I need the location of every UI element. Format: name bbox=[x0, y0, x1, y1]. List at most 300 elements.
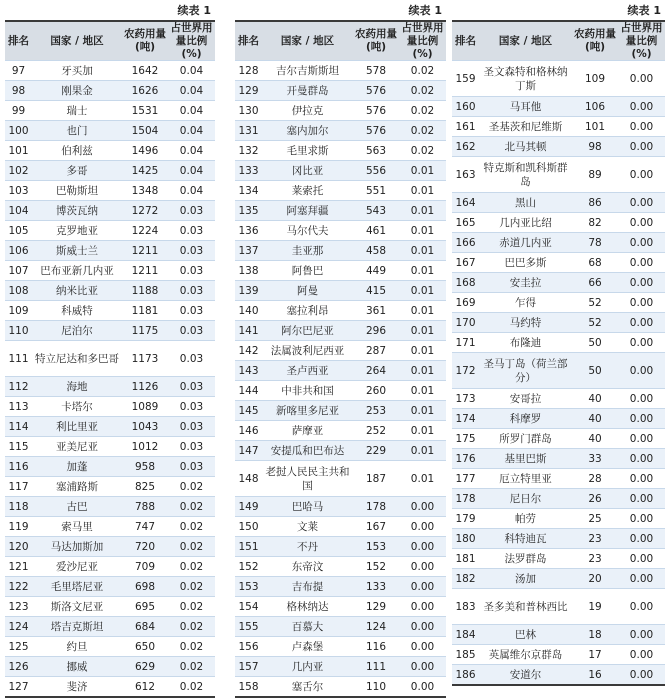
usage-cell: 1188 bbox=[131, 284, 159, 297]
rank-cell: 98 bbox=[11, 84, 26, 97]
usage-cell: 116 bbox=[365, 640, 387, 653]
usage-cell: 1272 bbox=[131, 204, 159, 217]
rank-cell: 131 bbox=[238, 124, 259, 137]
table-row bbox=[452, 528, 665, 548]
country-cell: 巴林 bbox=[515, 628, 536, 641]
share-cell: 0.02 bbox=[179, 480, 204, 493]
rank-cell: 128 bbox=[238, 64, 259, 77]
rank-cell: 100 bbox=[8, 124, 29, 137]
share-cell: 0.02 bbox=[179, 680, 204, 693]
usage-cell: 25 bbox=[588, 512, 602, 525]
usage-cell: 264 bbox=[365, 364, 387, 377]
table-row bbox=[5, 516, 215, 536]
country-cell: 巴巴多斯 bbox=[504, 256, 547, 269]
table-row bbox=[5, 396, 215, 416]
table-row bbox=[235, 460, 446, 496]
rank-cell: 153 bbox=[238, 580, 259, 593]
share-cell: 0.00 bbox=[629, 364, 654, 377]
country-cell: 毛里求斯 bbox=[286, 144, 329, 157]
country-cell: 毛里塔尼亚 bbox=[50, 580, 104, 593]
rank-cell: 164 bbox=[455, 196, 476, 209]
table-row bbox=[452, 508, 665, 528]
table-row bbox=[452, 568, 665, 588]
usage-cell: 1043 bbox=[131, 420, 159, 433]
share-cell: 0.00 bbox=[629, 276, 654, 289]
continued-label: 续表 1 bbox=[177, 4, 211, 17]
table-row bbox=[235, 596, 446, 616]
country-cell: 也门 bbox=[66, 124, 88, 137]
rank-cell: 115 bbox=[8, 440, 29, 453]
rank-cell: 169 bbox=[455, 296, 476, 309]
usage-cell: 1504 bbox=[131, 124, 159, 137]
country-cell: 萨摩亚 bbox=[291, 424, 324, 437]
table-row bbox=[235, 360, 446, 380]
share-cell: 0.00 bbox=[629, 296, 654, 309]
share-cell: 0.02 bbox=[179, 540, 204, 553]
share-cell: 0.04 bbox=[179, 84, 204, 97]
usage-cell: 86 bbox=[588, 196, 602, 209]
share-cell: 0.03 bbox=[179, 284, 204, 297]
rank-cell: 126 bbox=[8, 660, 29, 673]
usage-cell: 124 bbox=[365, 620, 387, 633]
rank-cell: 140 bbox=[238, 304, 259, 317]
share-cell: 0.01 bbox=[410, 244, 435, 257]
share-cell: 0.01 bbox=[410, 164, 435, 177]
share-cell: 0.01 bbox=[410, 224, 435, 237]
table-row bbox=[235, 320, 446, 340]
table-row bbox=[5, 496, 215, 516]
table-row bbox=[5, 636, 215, 656]
table-row bbox=[452, 352, 665, 388]
table-row bbox=[5, 200, 215, 220]
table-row bbox=[5, 456, 215, 476]
usage-cell: 178 bbox=[365, 500, 387, 513]
country-cell: 海地 bbox=[66, 380, 88, 393]
header-rank: 排名 bbox=[8, 34, 29, 47]
data-table bbox=[5, 20, 215, 698]
share-cell: 0.01 bbox=[410, 364, 435, 377]
country-cell: 黑山 bbox=[515, 196, 536, 209]
header-country: 国家 / 地区 bbox=[498, 34, 553, 47]
share-cell: 0.01 bbox=[410, 284, 435, 297]
table-row bbox=[452, 156, 665, 192]
rank-cell: 105 bbox=[8, 224, 29, 237]
country-cell: 老挝人民民主共和国 bbox=[265, 465, 350, 492]
header-rank: 排名 bbox=[238, 34, 259, 47]
header-rank: 排名 bbox=[455, 34, 476, 47]
share-cell: 0.01 bbox=[410, 304, 435, 317]
rank-cell: 159 bbox=[455, 72, 476, 85]
share-cell: 0.01 bbox=[410, 184, 435, 197]
table-row bbox=[5, 120, 215, 140]
rank-cell: 113 bbox=[8, 400, 29, 413]
usage-cell: 33 bbox=[588, 452, 602, 465]
rank-cell: 97 bbox=[11, 64, 26, 77]
table-header bbox=[235, 22, 446, 60]
usage-cell: 23 bbox=[588, 552, 602, 565]
rank-cell: 134 bbox=[238, 184, 259, 197]
table-row bbox=[5, 536, 215, 556]
table-row bbox=[235, 120, 446, 140]
share-cell: 0.03 bbox=[179, 440, 204, 453]
data-table bbox=[452, 20, 665, 686]
share-cell: 0.01 bbox=[410, 344, 435, 357]
rank-cell: 185 bbox=[455, 648, 476, 661]
share-cell: 0.02 bbox=[179, 660, 204, 673]
share-cell: 0.02 bbox=[179, 620, 204, 633]
rank-cell: 148 bbox=[238, 472, 259, 485]
share-cell: 0.04 bbox=[179, 124, 204, 137]
table-row bbox=[5, 436, 215, 456]
share-cell: 0.02 bbox=[410, 84, 435, 97]
share-cell: 0.00 bbox=[410, 600, 435, 613]
country-cell: 多哥 bbox=[66, 164, 88, 177]
rank-cell: 181 bbox=[455, 552, 476, 565]
country-cell: 厄立特里亚 bbox=[499, 472, 552, 485]
share-cell: 0.00 bbox=[410, 500, 435, 513]
share-cell: 0.00 bbox=[629, 316, 654, 329]
share-cell: 0.00 bbox=[629, 532, 654, 545]
table-row bbox=[5, 376, 215, 396]
country-cell: 百慕大 bbox=[291, 620, 324, 633]
usage-cell: 1012 bbox=[131, 440, 159, 453]
rank-cell: 161 bbox=[455, 120, 476, 133]
table-row bbox=[235, 636, 446, 656]
rank-cell: 144 bbox=[238, 384, 259, 397]
usage-cell: 629 bbox=[134, 660, 156, 673]
usage-cell: 958 bbox=[134, 460, 156, 473]
country-cell: 卡塔尔 bbox=[61, 400, 93, 413]
usage-cell: 1642 bbox=[131, 64, 159, 77]
share-cell: 0.00 bbox=[629, 236, 654, 249]
country-cell: 文莱 bbox=[297, 520, 318, 533]
rank-cell: 157 bbox=[238, 660, 259, 673]
country-cell: 阿塞拜疆 bbox=[286, 204, 329, 217]
rank-cell: 149 bbox=[238, 500, 259, 513]
usage-cell: 1173 bbox=[131, 352, 159, 365]
rank-cell: 109 bbox=[8, 304, 29, 317]
usage-cell: 40 bbox=[588, 412, 602, 425]
table-row bbox=[452, 60, 665, 96]
country-cell: 利比里亚 bbox=[56, 420, 98, 433]
usage-cell: 458 bbox=[365, 244, 387, 257]
share-cell: 0.00 bbox=[410, 520, 435, 533]
rank-cell: 162 bbox=[455, 140, 476, 153]
table-row bbox=[235, 556, 446, 576]
table-row bbox=[5, 260, 215, 280]
country-cell: 几内亚 bbox=[291, 660, 324, 673]
header-usage: 农药用量(吨) bbox=[355, 28, 397, 53]
rank-cell: 174 bbox=[455, 412, 476, 425]
rank-cell: 124 bbox=[8, 620, 29, 633]
country-cell: 斐济 bbox=[66, 680, 88, 693]
country-cell: 安道尔 bbox=[509, 668, 542, 681]
share-cell: 0.00 bbox=[629, 120, 654, 133]
country-cell: 新喀里多尼亚 bbox=[276, 404, 339, 417]
table-row bbox=[235, 300, 446, 320]
rank-cell: 147 bbox=[238, 444, 259, 457]
table-row bbox=[235, 576, 446, 596]
table-row bbox=[235, 260, 446, 280]
usage-cell: 1348 bbox=[131, 184, 159, 197]
share-cell: 0.00 bbox=[629, 140, 654, 153]
share-cell: 0.02 bbox=[410, 124, 435, 137]
share-cell: 0.00 bbox=[629, 492, 654, 505]
country-cell: 加蓬 bbox=[66, 460, 88, 473]
usage-cell: 28 bbox=[588, 472, 602, 485]
usage-cell: 1211 bbox=[131, 244, 159, 257]
share-cell: 0.00 bbox=[629, 168, 654, 181]
rank-cell: 120 bbox=[8, 540, 29, 553]
usage-cell: 253 bbox=[365, 404, 387, 417]
usage-cell: 101 bbox=[584, 120, 606, 133]
usage-cell: 98 bbox=[588, 140, 602, 153]
table-row bbox=[452, 272, 665, 292]
rank-cell: 138 bbox=[238, 264, 259, 277]
rank-cell: 145 bbox=[238, 404, 259, 417]
table-row bbox=[452, 212, 665, 232]
country-cell: 几内亚比绍 bbox=[499, 216, 552, 229]
usage-cell: 1224 bbox=[131, 224, 159, 237]
rank-cell: 170 bbox=[455, 316, 476, 329]
share-cell: 0.03 bbox=[179, 460, 204, 473]
table-row bbox=[235, 220, 446, 240]
share-cell: 0.00 bbox=[410, 660, 435, 673]
header-country: 国家 / 地区 bbox=[280, 34, 335, 47]
share-cell: 0.02 bbox=[179, 520, 204, 533]
share-cell: 0.03 bbox=[179, 204, 204, 217]
continued-label: 续表 1 bbox=[627, 4, 661, 17]
country-cell: 斯威士兰 bbox=[56, 244, 98, 257]
usage-cell: 109 bbox=[584, 72, 606, 85]
country-cell: 瑞士 bbox=[66, 104, 88, 117]
country-cell: 圣卢西亚 bbox=[286, 364, 329, 377]
rank-cell: 143 bbox=[238, 364, 259, 377]
rank-cell: 99 bbox=[11, 104, 26, 117]
country-cell: 爱沙尼亚 bbox=[56, 560, 98, 573]
usage-cell: 1531 bbox=[131, 104, 159, 117]
usage-cell: 26 bbox=[588, 492, 602, 505]
country-cell: 塞舌尔 bbox=[291, 680, 324, 693]
rank-cell: 114 bbox=[8, 420, 29, 433]
country-cell: 阿尔巴尼亚 bbox=[281, 324, 334, 337]
country-cell: 巴哈马 bbox=[291, 500, 324, 513]
share-cell: 0.02 bbox=[179, 640, 204, 653]
usage-cell: 1211 bbox=[131, 264, 159, 277]
usage-cell: 18 bbox=[588, 628, 602, 641]
table-header bbox=[5, 22, 215, 60]
rank-cell: 122 bbox=[8, 580, 29, 593]
table-row bbox=[5, 220, 215, 240]
rank-cell: 117 bbox=[8, 480, 29, 493]
country-cell: 挪威 bbox=[66, 660, 88, 673]
country-cell: 阿曼 bbox=[297, 284, 318, 297]
usage-cell: 23 bbox=[588, 532, 602, 545]
table-row bbox=[5, 140, 215, 160]
usage-cell: 52 bbox=[588, 296, 602, 309]
country-cell: 特克斯和凯科斯群岛 bbox=[483, 161, 568, 188]
country-cell: 英属维尔京群岛 bbox=[488, 648, 563, 661]
rank-cell: 118 bbox=[8, 500, 29, 513]
rank-cell: 151 bbox=[238, 540, 259, 553]
country-cell: 开曼群岛 bbox=[286, 84, 329, 97]
share-cell: 0.02 bbox=[410, 64, 435, 77]
table-row bbox=[452, 136, 665, 156]
share-cell: 0.01 bbox=[410, 384, 435, 397]
rank-cell: 106 bbox=[8, 244, 29, 257]
share-cell: 0.00 bbox=[629, 600, 654, 613]
country-cell: 帕劳 bbox=[515, 512, 536, 525]
table-body bbox=[452, 60, 665, 684]
table-column-3 bbox=[452, 0, 665, 686]
share-cell: 0.00 bbox=[629, 336, 654, 349]
share-cell: 0.02 bbox=[179, 580, 204, 593]
usage-cell: 296 bbox=[365, 324, 387, 337]
table-row bbox=[452, 116, 665, 136]
share-cell: 0.04 bbox=[179, 164, 204, 177]
table-row bbox=[5, 656, 215, 676]
country-cell: 吉布提 bbox=[291, 580, 324, 593]
table-row bbox=[235, 280, 446, 300]
country-cell: 科摩罗 bbox=[509, 412, 542, 425]
share-cell: 0.00 bbox=[629, 552, 654, 565]
country-cell: 马达加斯加 bbox=[50, 540, 104, 553]
rank-cell: 108 bbox=[8, 284, 29, 297]
country-cell: 法罗群岛 bbox=[504, 552, 547, 565]
usage-cell: 543 bbox=[365, 204, 387, 217]
share-cell: 0.00 bbox=[410, 680, 435, 693]
header-usage: 农药用量(吨) bbox=[574, 28, 616, 53]
table-row bbox=[5, 240, 215, 260]
usage-cell: 563 bbox=[365, 144, 387, 157]
rank-cell: 175 bbox=[455, 432, 476, 445]
country-cell: 刚果金 bbox=[61, 84, 93, 97]
table-row bbox=[5, 60, 215, 80]
country-cell: 伊拉克 bbox=[291, 104, 324, 117]
share-cell: 0.00 bbox=[629, 216, 654, 229]
rank-cell: 154 bbox=[238, 600, 259, 613]
table-row bbox=[5, 556, 215, 576]
usage-cell: 1425 bbox=[131, 164, 159, 177]
rank-cell: 178 bbox=[455, 492, 476, 505]
country-cell: 阿鲁巴 bbox=[291, 264, 324, 277]
country-cell: 圣文森特和格林纳丁斯 bbox=[483, 65, 568, 92]
rank-cell: 155 bbox=[238, 620, 259, 633]
country-cell: 尼泊尔 bbox=[61, 324, 93, 337]
usage-cell: 252 bbox=[365, 424, 387, 437]
rank-cell: 142 bbox=[238, 344, 259, 357]
share-cell: 0.00 bbox=[410, 580, 435, 593]
share-cell: 0.00 bbox=[629, 512, 654, 525]
usage-cell: 650 bbox=[134, 640, 156, 653]
usage-cell: 747 bbox=[134, 520, 156, 533]
usage-cell: 551 bbox=[365, 184, 387, 197]
table-row bbox=[5, 616, 215, 636]
rank-cell: 119 bbox=[8, 520, 29, 533]
table-row bbox=[5, 676, 215, 696]
usage-cell: 153 bbox=[365, 540, 387, 553]
table-row bbox=[5, 416, 215, 436]
table-row bbox=[452, 292, 665, 312]
table-row bbox=[235, 340, 446, 360]
table-row bbox=[235, 676, 446, 696]
rank-cell: 172 bbox=[455, 364, 476, 377]
share-cell: 0.02 bbox=[179, 560, 204, 573]
rank-cell: 184 bbox=[455, 628, 476, 641]
table-column-2 bbox=[235, 0, 446, 698]
usage-cell: 1626 bbox=[131, 84, 159, 97]
country-cell: 博茨瓦纳 bbox=[56, 204, 98, 217]
usage-cell: 111 bbox=[365, 660, 387, 673]
country-cell: 塞内加尔 bbox=[286, 124, 329, 137]
rank-cell: 165 bbox=[455, 216, 476, 229]
share-cell: 0.00 bbox=[629, 628, 654, 641]
country-cell: 马尔代夫 bbox=[286, 224, 329, 237]
rank-cell: 102 bbox=[8, 164, 29, 177]
usage-cell: 576 bbox=[365, 104, 387, 117]
share-cell: 0.00 bbox=[629, 432, 654, 445]
usage-cell: 578 bbox=[365, 64, 387, 77]
country-cell: 安圭拉 bbox=[509, 276, 542, 289]
share-cell: 0.01 bbox=[410, 264, 435, 277]
share-cell: 0.00 bbox=[629, 472, 654, 485]
country-cell: 基里巴斯 bbox=[504, 452, 547, 465]
rank-cell: 163 bbox=[455, 168, 476, 181]
rank-cell: 111 bbox=[8, 352, 29, 365]
share-cell: 0.00 bbox=[410, 620, 435, 633]
country-cell: 科威特 bbox=[61, 304, 93, 317]
continued-label: 续表 1 bbox=[408, 4, 442, 17]
share-cell: 0.03 bbox=[179, 352, 204, 365]
country-cell: 赤道几内亚 bbox=[499, 236, 552, 249]
table-row bbox=[452, 312, 665, 332]
usage-cell: 129 bbox=[365, 600, 387, 613]
table-row bbox=[452, 488, 665, 508]
country-cell: 纳米比亚 bbox=[56, 284, 98, 297]
rank-cell: 141 bbox=[238, 324, 259, 337]
country-cell: 古巴 bbox=[66, 500, 88, 513]
rank-cell: 135 bbox=[238, 204, 259, 217]
table-row bbox=[235, 536, 446, 556]
country-cell: 圣多美和普林西比 bbox=[483, 600, 568, 613]
country-cell: 塞拉利昂 bbox=[286, 304, 329, 317]
usage-cell: 152 bbox=[365, 560, 387, 573]
country-cell: 东帝汶 bbox=[291, 560, 324, 573]
usage-cell: 133 bbox=[365, 580, 387, 593]
share-cell: 0.02 bbox=[179, 600, 204, 613]
country-cell: 格林纳达 bbox=[286, 600, 329, 613]
rank-cell: 177 bbox=[455, 472, 476, 485]
table-row bbox=[5, 320, 215, 340]
header-usage: 农药用量(吨) bbox=[124, 28, 166, 53]
share-cell: 0.03 bbox=[179, 324, 204, 337]
country-cell: 布隆迪 bbox=[509, 336, 542, 349]
table-row bbox=[235, 400, 446, 420]
header-country: 国家 / 地区 bbox=[50, 34, 104, 47]
country-cell: 乍得 bbox=[515, 296, 536, 309]
usage-cell: 17 bbox=[588, 648, 602, 661]
share-cell: 0.03 bbox=[179, 380, 204, 393]
table-header bbox=[452, 22, 665, 60]
rank-cell: 125 bbox=[8, 640, 29, 653]
usage-cell: 788 bbox=[134, 500, 156, 513]
country-cell: 安哥拉 bbox=[509, 392, 542, 405]
table-row bbox=[235, 240, 446, 260]
table-row bbox=[452, 588, 665, 624]
country-cell: 中非共和国 bbox=[281, 384, 334, 397]
table-row bbox=[452, 448, 665, 468]
usage-cell: 78 bbox=[588, 236, 602, 249]
